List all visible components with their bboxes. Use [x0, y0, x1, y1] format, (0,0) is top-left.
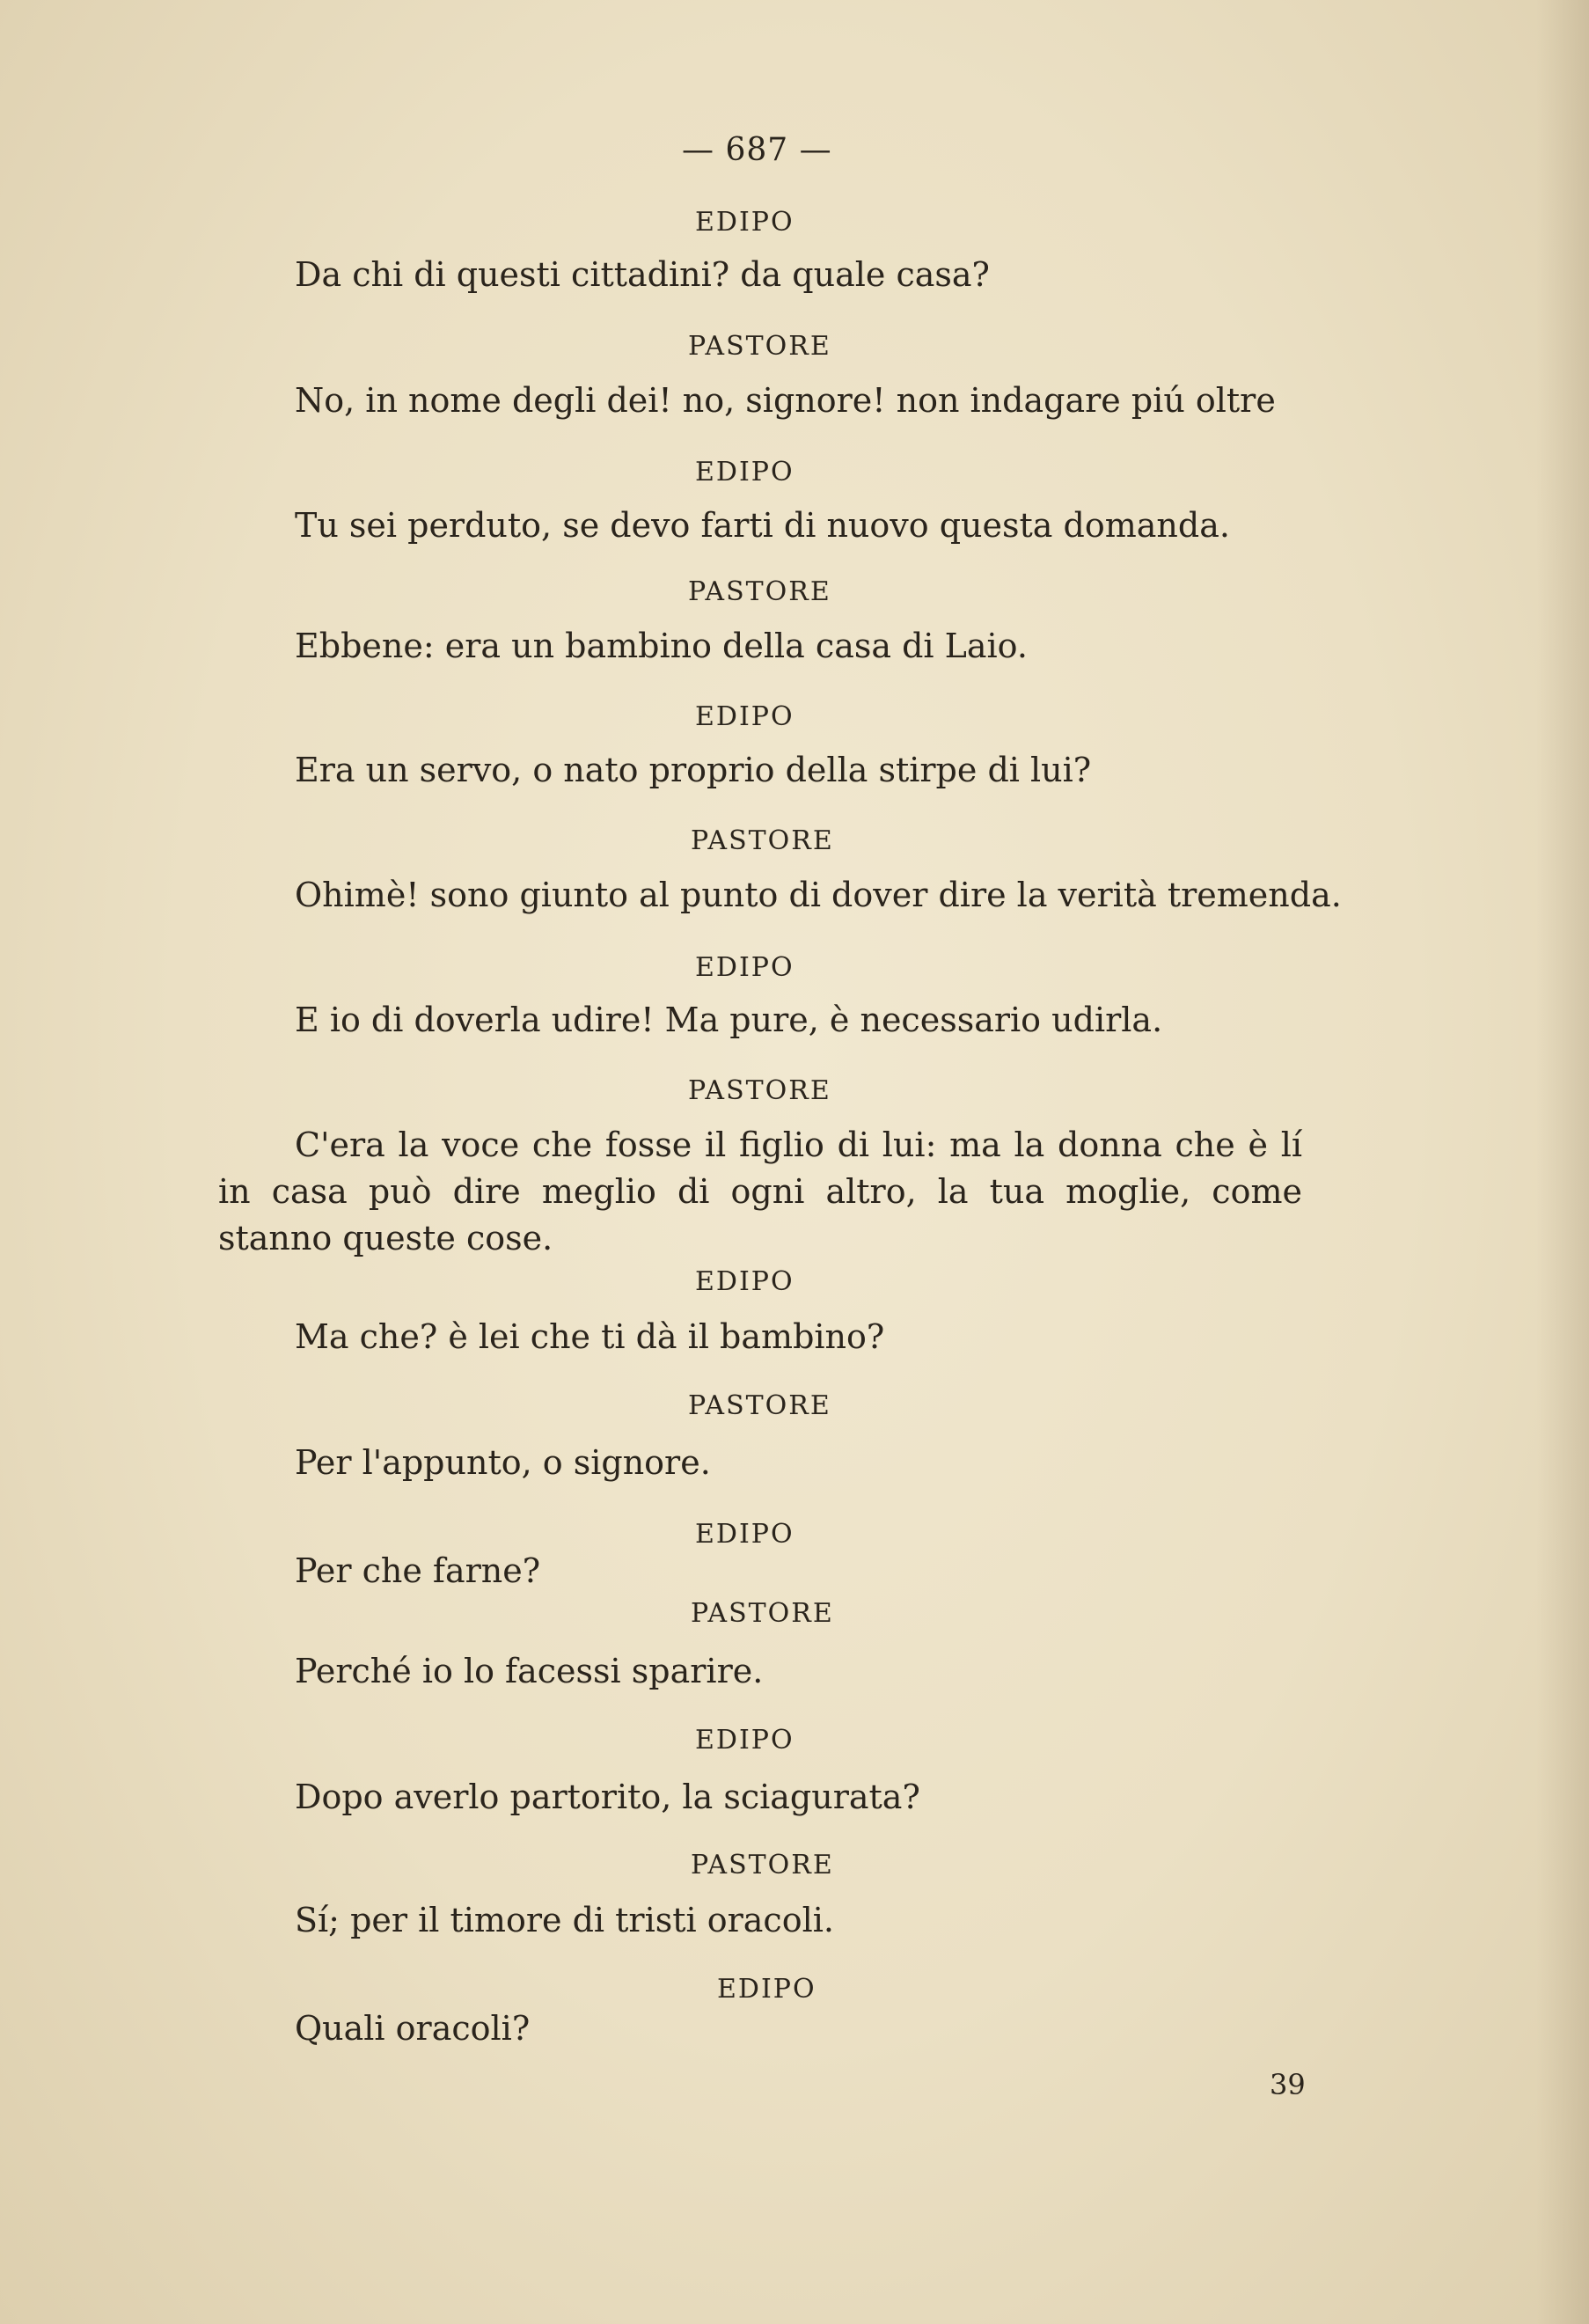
dialogue-line: No, in nome degli dei! no, signore! non indagare piú oltre [295, 381, 1276, 420]
dialogue-line: Ohimè! sono giunto al punto di dover dire la verità tremenda. [295, 876, 1342, 914]
dialogue-line: Sí; per il timore di tristi oracoli. [295, 1901, 834, 1939]
dialogue-line: Ma che? è lei che ti dà il bambino? [295, 1317, 885, 1356]
speaker-label: EDIPO [695, 457, 794, 488]
speaker-label: PASTORE [688, 1075, 831, 1106]
speaker-label: EDIPO [695, 952, 794, 983]
speaker-label: EDIPO [695, 207, 794, 238]
page-number-header: — 687 — [682, 132, 832, 168]
dialogue-line: E io di doverla udire! Ma pure, è necessario udirla. [295, 1001, 1163, 1039]
speaker-label: PASTORE [691, 1598, 834, 1629]
dialogue-line: Da chi di questi cittadini? da quale casa? [295, 255, 990, 294]
speaker-label: PASTORE [691, 1850, 834, 1880]
dialogue-line: Dopo averlo partorito, la sciagurata? [295, 1778, 920, 1816]
speaker-label: PASTORE [691, 825, 834, 856]
page-number-footer: 39 [1270, 2068, 1306, 2101]
speaker-label: EDIPO [695, 1725, 794, 1756]
speaker-label: EDIPO [717, 1974, 816, 2005]
speaker-label: EDIPO [695, 1519, 794, 1550]
speaker-label: PASTORE [688, 576, 831, 607]
dialogue-line: Perché io lo facessi sparire. [295, 1652, 764, 1690]
speaker-label: PASTORE [688, 331, 831, 362]
dialogue-line: Era un servo, o nato proprio della stirpe di lui? [295, 751, 1092, 789]
dialogue-line: Per l'appunto, o signore. [295, 1443, 711, 1482]
dialogue-line: Ebbene: era un bambino della casa di Laio. [295, 627, 1028, 665]
dialogue-line: Per che farne? [295, 1551, 541, 1590]
page-edge-shadow [1536, 0, 1589, 2324]
speaker-label: PASTORE [688, 1390, 831, 1421]
speaker-label: EDIPO [695, 1266, 794, 1297]
speaker-label: EDIPO [695, 701, 794, 732]
dialogue-paragraph: C'era la voce che fosse il figlio di lui: ma la donna che è lí in casa può dire meglio di ogni altro, la tua moglie, come stanno queste cose. [218, 1125, 1302, 1257]
dialogue-line: Quali oracoli? [295, 2009, 531, 2048]
dialogue-line: Tu sei perduto, se devo farti di nuovo questa domanda. [295, 506, 1230, 545]
